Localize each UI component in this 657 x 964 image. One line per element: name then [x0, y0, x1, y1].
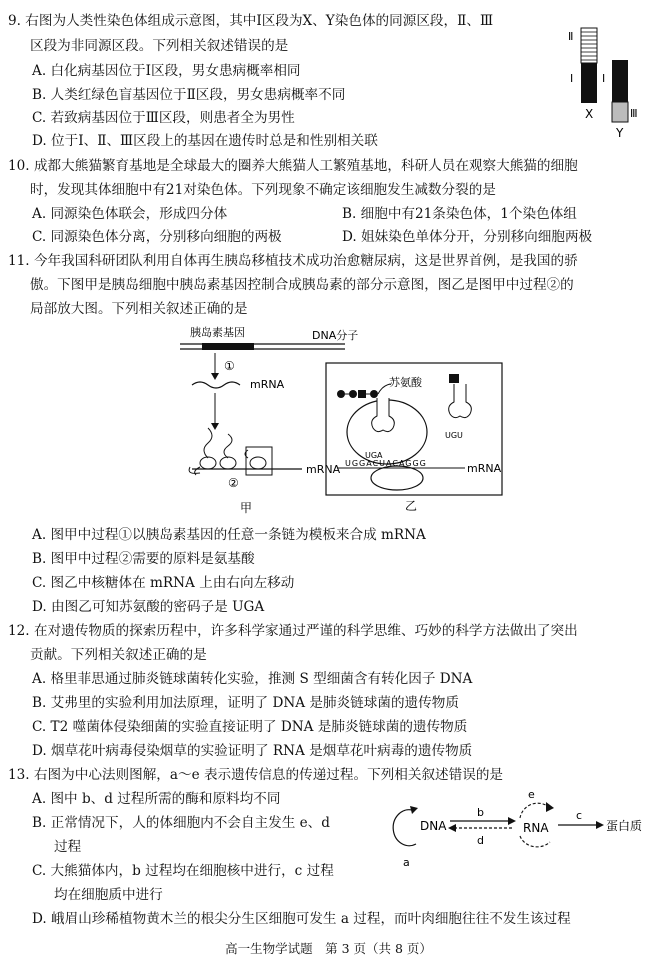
label-e: e — [528, 788, 535, 801]
q12-stem-line1: 12. 在对遗传物质的探索历程中，许多科学家通过严谨的科学思维、巧妙的科学方法做出了突出 — [8, 623, 578, 639]
q10-option-b: B. 细胞中有21条染色体，1个染色体组 — [342, 206, 577, 222]
label-y: Y — [616, 126, 624, 140]
q11-stem-line2: 傲。下图甲是胰岛细胞中胰岛素基因控制合成胰岛素的部分示意图，图乙是图甲中过程②的 — [30, 277, 574, 293]
q9-option-d: D. 位于Ⅰ、Ⅱ、Ⅲ区段上的基因在遗传时总是和性别相关联 — [32, 133, 378, 149]
step-1-label: ① — [224, 359, 235, 373]
q11-stem-line3: 局部放大图。下列相关叙述正确的是 — [30, 301, 248, 317]
q11-stem-line1: 11. 今年我国科研团队利用自体再生胰岛移植技术成功治愈糖尿病，这是世界首例，是我国的骄 — [8, 253, 578, 269]
anticodon-2: UGU — [445, 431, 463, 440]
threonine-label: 苏氨酸 — [389, 376, 422, 389]
label-b: b — [477, 806, 484, 819]
q13-option-d: D. 峨眉山珍稀植物黄木兰的根尖分生区细胞可发生 a 过程，而叶肉细胞往往不发生该过程 — [32, 911, 571, 927]
q12-option-d: D. 烟草花叶病毒侵染烟草的实验证明了 RNA 是烟草花叶病毒的遗传物质 — [32, 743, 473, 759]
step-2-label: ② — [228, 476, 239, 490]
q10-option-a: A. 同源染色体联会，形成四分体 — [32, 206, 228, 222]
q11-option-c: C. 图乙中核糖体在 mRNA 上由右向左移动 — [32, 575, 295, 591]
ribosome-small-subunit — [371, 466, 423, 490]
q10-option-d: D. 姐妹染色单体分开，分别移向细胞两极 — [342, 229, 593, 245]
gene-label: 胰岛素基因 — [190, 326, 245, 339]
mrna-label-2: mRNA — [306, 463, 341, 476]
q9-option-b: B. 人类红绿色盲基因位于Ⅱ区段，男女患病概率不同 — [32, 87, 346, 103]
q9-option-a: A. 白化病基因位于Ⅰ区段，男女患病概率相同 — [32, 63, 301, 79]
mrna-sequence: UGGACUACAGGG — [345, 459, 427, 468]
label-region-ii: Ⅱ — [568, 30, 574, 43]
y-chromosome — [612, 60, 628, 122]
q13-option-a: A. 图中 b、d 过程所需的酶和原料均不同 — [32, 791, 281, 807]
q13-stem-line1: 13. 右图为中心法则图解，a～e 表示遗传信息的传递过程。下列相关叙述错误的是 — [8, 767, 504, 783]
node-rna: RNA — [523, 821, 549, 835]
label-a: a — [403, 856, 410, 868]
mrna-strand — [192, 382, 240, 388]
q13-option-c-line1: C. 大熊猫体内，b 过程均在细胞核中进行，c 过程 — [32, 863, 334, 879]
label-x: X — [585, 107, 594, 121]
q9-stem-line2: 区段为非同源区段。下列相关叙述错误的是 — [30, 38, 289, 54]
q12-option-b: B. 艾弗里的实验利用加法原理，证明了 DNA 是肺炎链球菌的遗传物质 — [32, 695, 459, 711]
mrna-label-3: mRNA — [467, 462, 502, 475]
q11-option-a: A. 图甲中过程①以胰岛素基因的任意一条链为模板来合成 mRNA — [32, 527, 426, 543]
q11-option-d: D. 由图乙可知苏氨酸的密码子是 UGA — [32, 599, 265, 615]
caption-yi: 乙 — [405, 499, 418, 512]
q13-option-b-line1: B. 正常情况下，人的体细胞内不会自主发生 e、d — [32, 815, 330, 831]
q12-stem-line2: 贡献。下列相关叙述正确的是 — [30, 647, 207, 663]
label-region-i-y: Ⅰ — [602, 72, 606, 85]
sex-chromosome-figure — [560, 20, 650, 145]
label-d: d — [477, 834, 484, 847]
q10-option-c: C. 同源染色体分离，分别移向细胞的两极 — [32, 229, 282, 245]
q12-option-c: C. T2 噬菌体侵染细菌的实验直接证明了 DNA 是肺炎链球菌的遗传物质 — [32, 719, 468, 735]
central-dogma-figure — [380, 788, 655, 868]
insulin-gene-segment — [202, 343, 254, 350]
q9-option-c: C. 若致病基因位于Ⅲ区段，则患者全为男性 — [32, 110, 295, 126]
q9-stem-line1: 9. 右图为人类性染色体组成示意图，其中Ⅰ区段为X、Y染色体的同源区段，Ⅱ、Ⅲ — [8, 13, 494, 29]
q10-stem-line1: 10. 成都大熊猫繁育基地是全球最大的圈养大熊猫人工繁殖基地，科研人员在观察大熊猫的细胞 — [8, 158, 578, 174]
label-c: c — [576, 809, 583, 822]
q10-stem-line2: 时，发现其体细胞中有21对染色体。下列现象不确定该细胞发生减数分裂的是 — [30, 182, 496, 198]
q12-option-a: A. 格里菲思通过肺炎链球菌转化实验，推测 S 型细菌含有转化因子 DNA — [32, 671, 473, 687]
dna-label: DNA分子 — [312, 329, 359, 342]
anticodon-1: UGA — [365, 451, 383, 460]
node-dna: DNA — [420, 819, 447, 833]
page-footer: 高一生物学试题 第 3 页（共 8 页） — [225, 941, 432, 956]
q11-option-b: B. 图甲中过程②需要的原料是氨基酸 — [32, 551, 255, 567]
label-region-i-x: Ⅰ — [570, 72, 574, 85]
mrna-label-1: mRNA — [250, 378, 285, 391]
q13-option-c-line2: 均在细胞质中进行 — [54, 887, 163, 903]
node-protein: 蛋白质 — [606, 819, 643, 833]
caption-jia: 甲 — [240, 501, 253, 515]
q13-option-b-line2: 过程 — [54, 839, 82, 855]
figure-yi-ribosome-detail — [325, 362, 515, 512]
x-chromosome — [581, 28, 597, 103]
label-region-iii: Ⅲ — [630, 107, 638, 120]
